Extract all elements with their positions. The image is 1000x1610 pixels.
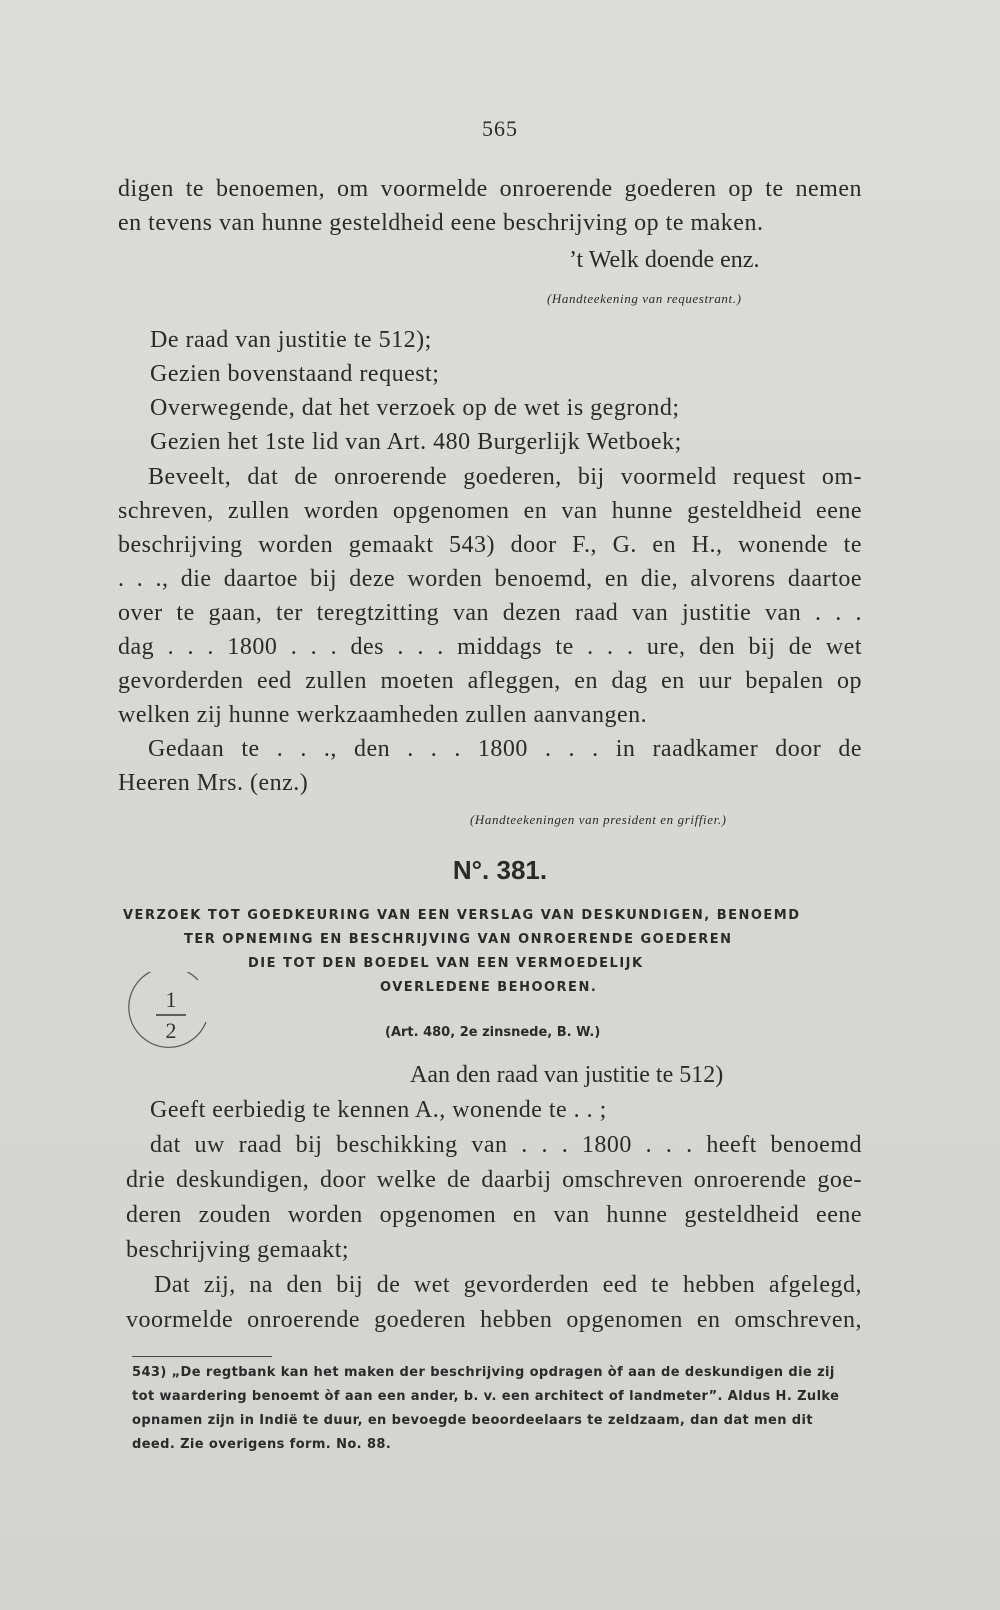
request-line: dat uw raad bij beschikking van . . . 1800 . . . heeft benoemd bbox=[150, 1132, 862, 1158]
decree-line: Overwegende, dat het verzoek op de wet is gegrond; bbox=[150, 395, 680, 421]
stamp-denominator: 2 bbox=[165, 1018, 177, 1043]
stamp-numerator: 1 bbox=[165, 987, 177, 1012]
decree-line: welken zij hunne werkzaamheden zullen aanvangen. bbox=[118, 702, 648, 728]
decree-line: gevorderden eed zullen moeten afleggen, en dag en uur bepalen op bbox=[118, 668, 862, 694]
footnote-line: deed. Zie overigens form. No. 88. bbox=[132, 1437, 392, 1452]
closing-formula: ’t Welk doende enz. bbox=[569, 247, 760, 273]
decree-line: Gedaan te . . ., den . . . 1800 . . . in raadkamer door de bbox=[148, 736, 862, 762]
footnote-line: 543) „De regtbank kan het maken der beschrijving opdragen òf aan de deskundigen die zij bbox=[132, 1365, 835, 1380]
decree-line: Gezien het 1ste lid van Art. 480 Burgerlijk Wetboek; bbox=[150, 429, 682, 455]
footnote-rule bbox=[132, 1356, 272, 1357]
request-line: Dat zij, na den bij de wet gevorderden eed te hebben afgelegd, bbox=[154, 1272, 862, 1298]
fraction-stamp bbox=[128, 972, 214, 1058]
address-line: Aan den raad van justitie te 512) bbox=[410, 1062, 724, 1088]
footnote-line: tot waardering benoemt òf aan een ander, b. v. een architect of landmeter”. Aldus H. Zulke bbox=[132, 1389, 840, 1404]
request-line: deren zouden worden opgenomen en van hunne gesteldheid eene bbox=[126, 1202, 862, 1228]
signature-note: (Handteekening van requestrant.) bbox=[547, 291, 742, 306]
decree-line: . . ., die daartoe bij deze worden benoemd, en die, alvorens daartoe bbox=[118, 566, 862, 592]
request-line: beschrijving gemaakt; bbox=[126, 1237, 350, 1263]
request-line: drie deskundigen, door welke de daarbij omschreven onroerende goe- bbox=[126, 1167, 862, 1193]
request-line: Geeft eerbiedig te kennen A., wonende te . . ; bbox=[150, 1097, 607, 1123]
section-heading-line: VERZOEK TOT GOEDKEURING VAN EEN VERSLAG VAN DESKUNDIGEN, BENOEMD bbox=[123, 908, 801, 923]
section-heading-line: DIE TOT DEN BOEDEL VAN EEN VERMOEDELIJK bbox=[248, 956, 644, 971]
decree-line: Gezien bovenstaand request; bbox=[150, 361, 440, 387]
section-heading-line: OVERLEDENE BEHOOREN. bbox=[380, 980, 598, 995]
decree-line: dag . . . 1800 . . . des . . . middags te . . . ure, den bij de wet bbox=[118, 634, 862, 660]
signature-note: (Handteekeningen van president en griffier.) bbox=[470, 812, 727, 827]
decree-line: De raad van justitie te 512); bbox=[150, 327, 432, 353]
footnote-line: opnamen zijn in Indië te duur, en bevoegde beoordeelaars te zeldzaam, dan dat men dit bbox=[132, 1413, 813, 1428]
decree-line: schreven, zullen worden opgenomen en van hunne gesteldheid eene bbox=[118, 498, 862, 524]
decree-line: beschrijving worden gemaakt 543) door F., G. en H., wonende te bbox=[118, 532, 862, 558]
decree-line: over te gaan, ter teregtzitting van dezen raad van justitie van . . . bbox=[118, 600, 862, 626]
section-heading-line: TER OPNEMING EN BESCHRIJVING VAN ONROERENDE GOEDEREN bbox=[184, 932, 733, 947]
body-line: digen te benoemen, om voormelde onroerende goederen op te nemen bbox=[118, 176, 862, 202]
page-number: 565 bbox=[482, 116, 518, 141]
decree-line: Heeren Mrs. (enz.) bbox=[118, 770, 309, 796]
request-line: voormelde onroerende goederen hebben opgenomen en omschreven, bbox=[126, 1307, 862, 1333]
decree-line: Beveelt, dat de onroerende goederen, bij voormeld request om- bbox=[148, 464, 862, 490]
body-line: en tevens van hunne gesteldheid eene beschrijving op te maken. bbox=[118, 210, 764, 236]
document-number: N°. 381. bbox=[452, 855, 548, 885]
legal-reference: (Art. 480, 2e zinsnede, B. W.) bbox=[385, 1025, 601, 1040]
